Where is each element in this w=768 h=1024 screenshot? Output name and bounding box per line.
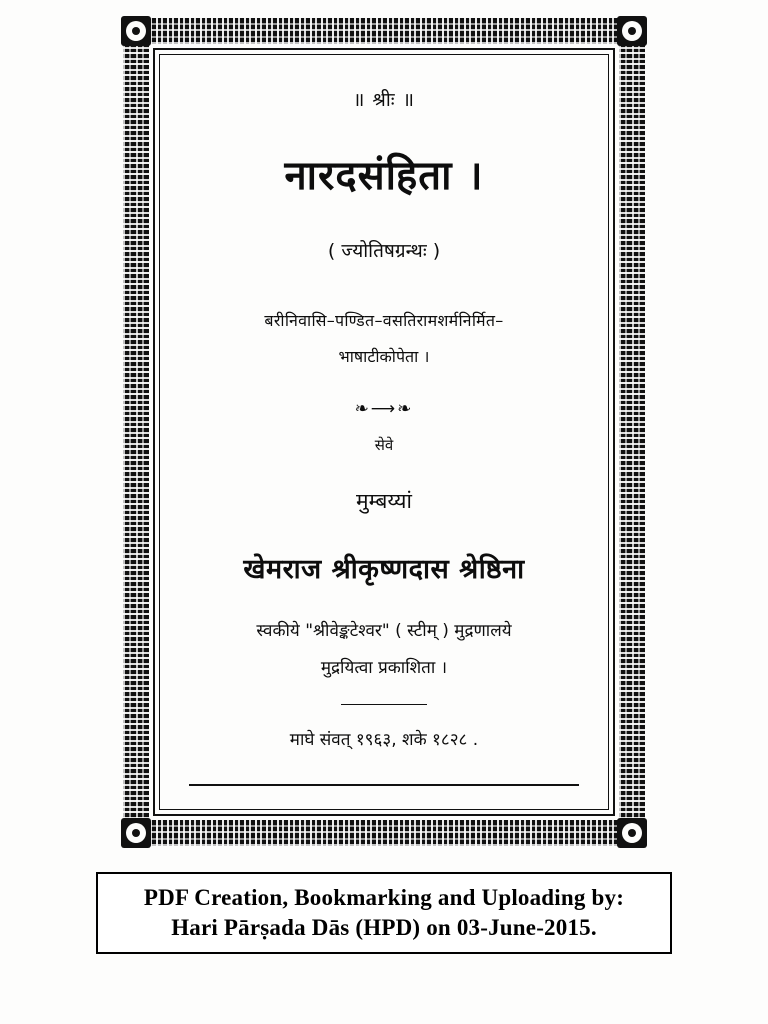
press-line-2: मुद्रयित्वा प्रकाशिता ।	[320, 658, 448, 678]
book-title: नारदसंहिता ।	[284, 153, 484, 199]
publication-date: माघे संवत् १९६३, शके १८२८ .	[289, 730, 479, 750]
attribution-line-2: भाषाटीकोपेता ।	[338, 347, 430, 366]
flourish-ornament-icon: ❧⟶❧	[354, 399, 414, 419]
book-subtitle: ( ज्योतिषग्रन्थः )	[327, 240, 441, 262]
frame-hairline-left	[159, 54, 160, 810]
border-band-right	[619, 18, 645, 846]
place-line: मुम्बय्यां	[356, 489, 412, 513]
frame-hairline-right	[608, 54, 609, 810]
pdf-credit-line-1: PDF Creation, Bookmarking and Uploading by:	[143, 884, 625, 910]
corner-rosette-bottom-right	[617, 818, 647, 848]
frame-hairline-top	[159, 54, 609, 55]
frame-inner-rule-right	[613, 48, 615, 816]
bottom-divider-rule	[189, 784, 579, 786]
frame-inner-rule-top	[153, 48, 615, 50]
seve-word: सेवे	[374, 436, 394, 454]
corner-rosette-top-left	[121, 16, 151, 46]
border-band-left	[123, 18, 149, 846]
publisher-name: खेमराज श्रीकृष्णदास श्रेष्ठिना	[243, 554, 525, 585]
attribution-line-1: बरीनिवासि–पण्डित–वसतिरामशर्मनिर्मित–	[264, 311, 504, 330]
border-band-top	[123, 18, 645, 44]
frame-inner-rule-left	[153, 48, 155, 816]
corner-rosette-top-right	[617, 16, 647, 46]
pdf-credit-line-2: Hari Pārṣada Dās (HPD) on 03-June-2015.	[171, 915, 597, 940]
press-line-1: स्वकीये "श्रीवेङ्कटेश्वर" ( स्टीम् ) मुद्रणालये	[256, 621, 512, 641]
border-band-bottom	[123, 820, 645, 846]
title-page-content	[165, 60, 603, 810]
invocation-mark: ॥ श्रीः ॥	[352, 89, 416, 111]
frame-inner-rule-bottom	[153, 814, 615, 816]
short-divider-rule	[341, 704, 427, 705]
corner-rosette-bottom-left	[121, 818, 151, 848]
pdf-credit-box	[96, 872, 672, 954]
